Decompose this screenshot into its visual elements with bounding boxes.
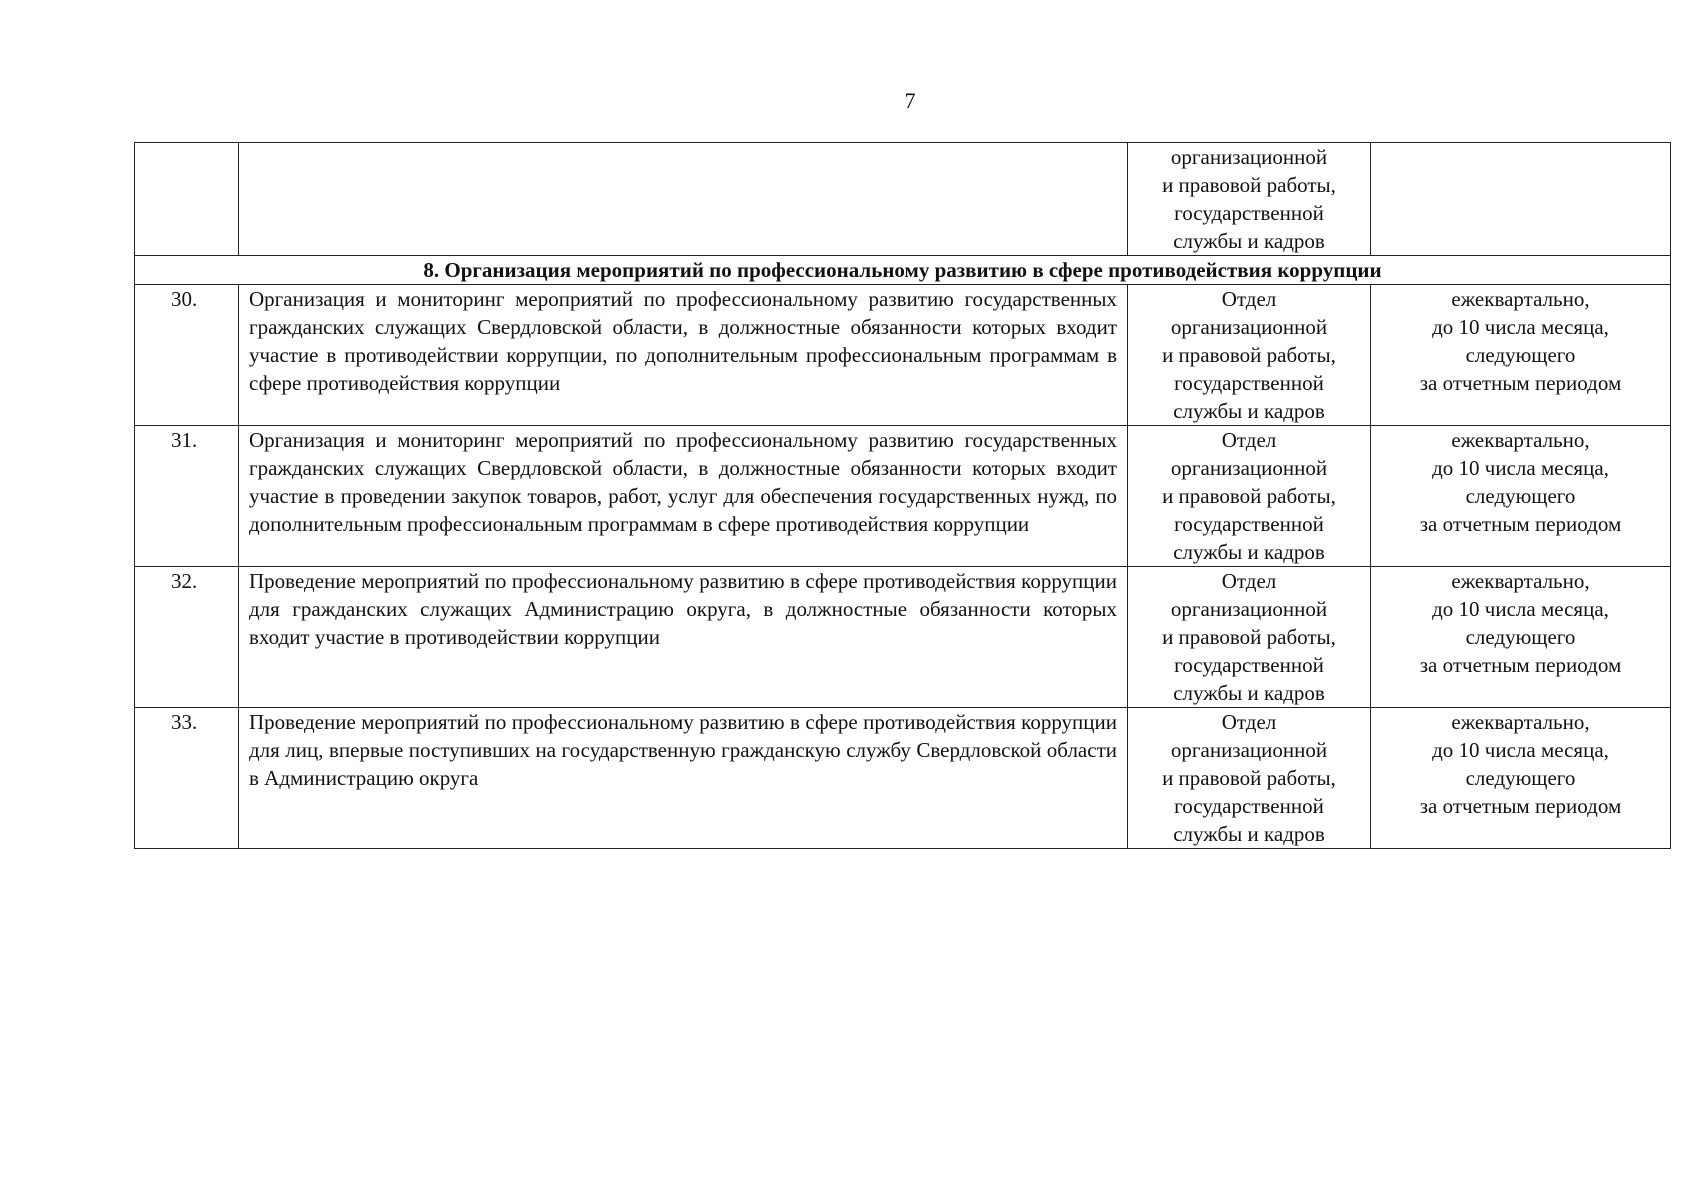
table-row	[135, 567, 1671, 708]
responsible-line: Отдел	[1221, 569, 1277, 593]
term-line: до 10 числа месяца,	[1432, 456, 1609, 480]
term-line: следующего	[1465, 766, 1576, 790]
row-number: 32.	[135, 567, 239, 708]
responsible-line: Отдел	[1221, 287, 1277, 311]
responsible-line: службы и кадров	[1173, 229, 1325, 253]
section-title: 8. Организация мероприятий по профессиональному развитию в сфере противодействия коррупции	[135, 256, 1671, 285]
term-cell	[1371, 143, 1671, 256]
term-cell	[1371, 708, 1671, 849]
responsible-line: и правовой работы,	[1162, 766, 1336, 790]
term-line: до 10 числа месяца,	[1432, 738, 1609, 762]
table-row	[135, 708, 1671, 849]
responsible-line: государственной	[1174, 794, 1324, 818]
row-number: 30.	[135, 285, 239, 426]
term-line: за отчетным периодом	[1419, 794, 1622, 818]
term-line: ежеквартально,	[1451, 428, 1590, 452]
term-cell	[1371, 567, 1671, 708]
responsible-line: государственной	[1174, 653, 1324, 677]
measure-text: Проведение мероприятий по профессиональному развитию в сфере противодействия коррупции для гражданских служащих Администрацию округа, в должностные обязанности которых входит участие в противодействии коррупции	[239, 567, 1128, 708]
term-line: ежеквартально,	[1451, 569, 1590, 593]
responsible-line: организационной	[1170, 315, 1328, 339]
measure-text: Организация и мониторинг мероприятий по профессиональному развитию государственных гражданских служащих Свердловской области, в должностные обязанности которых входит участие в противодействии коррупции, по дополнительным профессиональным программам в сфере противодействия коррупции	[239, 285, 1128, 426]
responsible-line: Отдел	[1221, 710, 1277, 734]
page-number: 7	[904, 88, 916, 113]
responsible-line: государственной	[1174, 201, 1324, 225]
term-line: следующего	[1465, 484, 1576, 508]
responsible-cell	[1128, 285, 1371, 426]
term-line: до 10 числа месяца,	[1432, 315, 1609, 339]
responsible-line: службы и кадров	[1173, 822, 1325, 846]
row-number-cell	[135, 143, 239, 256]
table-row	[135, 426, 1671, 567]
row-number: 31.	[135, 426, 239, 567]
term-line: за отчетным периодом	[1419, 371, 1622, 395]
measure-text-cell	[239, 143, 1128, 256]
responsible-cell	[1128, 567, 1371, 708]
responsible-line: государственной	[1174, 512, 1324, 536]
continuation-row	[135, 143, 1671, 256]
measure-text: Проведение мероприятий по профессиональному развитию в сфере противодействия коррупции для лиц, впервые поступивших на государственную гражданскую службу Свердловской области в Администрацию округа	[239, 708, 1128, 849]
table-row	[135, 285, 1671, 426]
responsible-line: службы и кадров	[1173, 399, 1325, 423]
responsible-line: службы и кадров	[1173, 540, 1325, 564]
responsible-line: и правовой работы,	[1162, 173, 1336, 197]
term-line: ежеквартально,	[1451, 287, 1590, 311]
responsible-line: и правовой работы,	[1162, 343, 1336, 367]
term-line: за отчетным периодом	[1419, 653, 1622, 677]
row-number: 33.	[135, 708, 239, 849]
term-cell	[1371, 285, 1671, 426]
measure-text: Организация и мониторинг мероприятий по профессиональному развитию государственных гражданских служащих Свердловской области, в должностные обязанности которых входит участие в проведении закупок товаров, работ, услуг для обеспечения государственных нужд, по дополнительным профессиональным программам в сфере противодействия коррупции	[239, 426, 1128, 567]
responsible-line: государственной	[1174, 371, 1324, 395]
term-line: за отчетным периодом	[1419, 512, 1622, 536]
term-line: до 10 числа месяца,	[1432, 597, 1609, 621]
responsible-line: организационной	[1170, 456, 1328, 480]
responsible-cell	[1128, 143, 1371, 256]
responsible-line: и правовой работы,	[1162, 484, 1336, 508]
responsible-cell	[1128, 426, 1371, 567]
responsible-cell	[1128, 708, 1371, 849]
section-row	[135, 256, 1671, 285]
responsible-line: и правовой работы,	[1162, 625, 1336, 649]
responsible-line: организационной	[1170, 145, 1328, 169]
responsible-line: организационной	[1170, 738, 1328, 762]
term-line: ежеквартально,	[1451, 710, 1590, 734]
responsible-line: Отдел	[1221, 428, 1277, 452]
term-line: следующего	[1465, 343, 1576, 367]
term-line: следующего	[1465, 625, 1576, 649]
responsible-line: организационной	[1170, 597, 1328, 621]
measures-table	[134, 142, 1671, 849]
responsible-line: службы и кадров	[1173, 681, 1325, 705]
term-cell	[1371, 426, 1671, 567]
